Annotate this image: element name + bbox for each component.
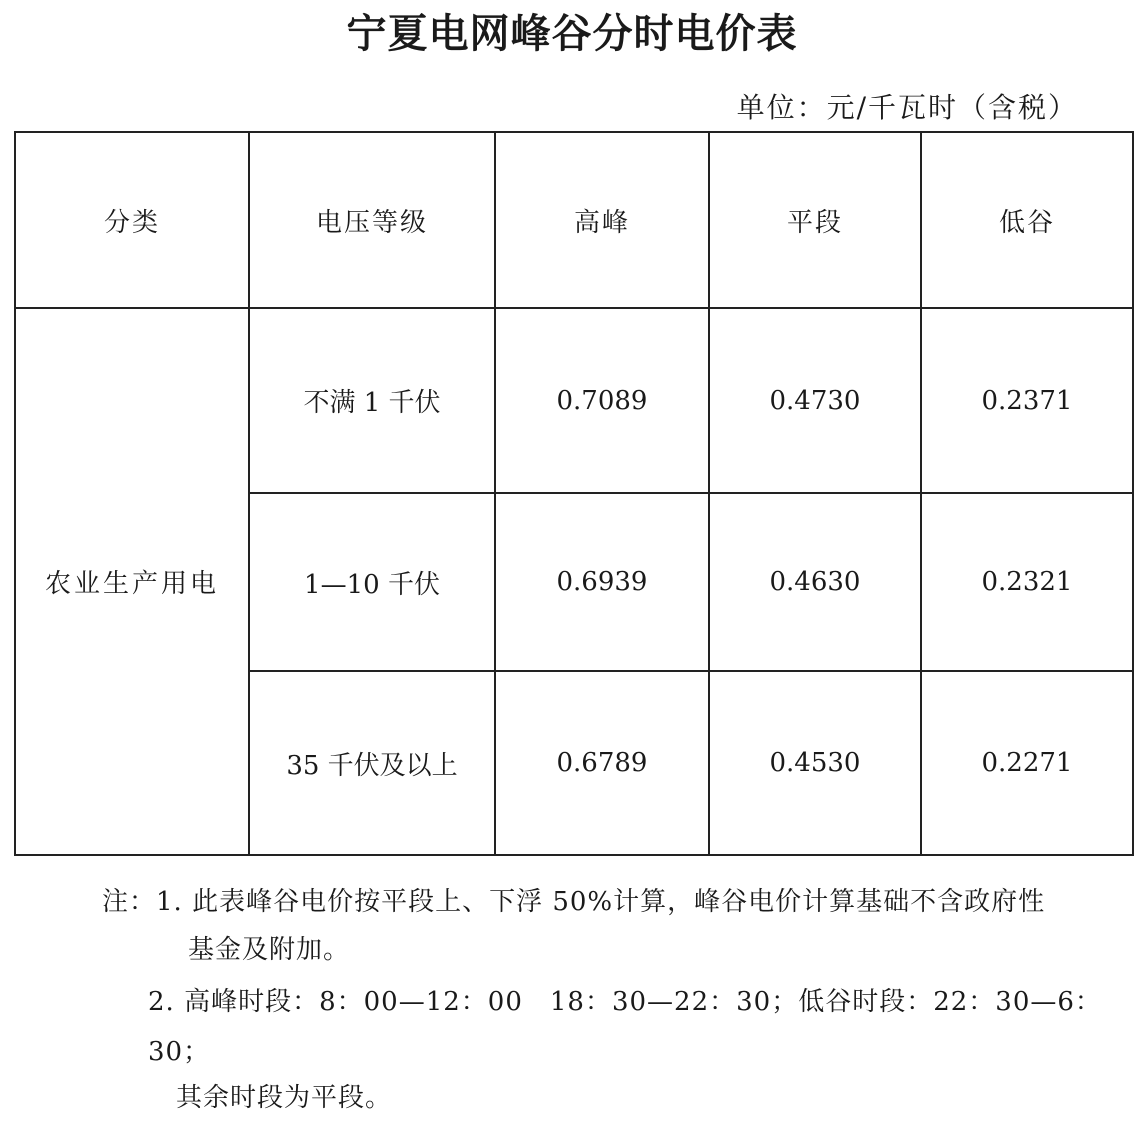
- note-2-line-3: 其余时段为平段。: [176, 1083, 393, 1113]
- header-flat: 平段: [709, 132, 921, 308]
- header-voltage: 电压等级: [249, 132, 495, 308]
- flat-price-cell: 0.4630: [709, 493, 921, 671]
- peak-price-cell: 0.7089: [495, 308, 709, 493]
- note-1-line-1: 注：1. 此表峰谷电价按平段上、下浮 50%计算，峰谷电价计算基础不含政府性: [102, 887, 1046, 917]
- valley-price-cell: 0.2321: [921, 493, 1133, 671]
- table-row: [15, 308, 1133, 493]
- peak-price-cell: 0.6789: [495, 671, 709, 855]
- header-category: 分类: [15, 132, 249, 308]
- valley-price-cell: 0.2271: [921, 671, 1133, 855]
- page-title: 宁夏电网峰谷分时电价表: [346, 11, 798, 57]
- valley-price-cell: 0.2371: [921, 308, 1133, 493]
- flat-price-cell: 0.4730: [709, 308, 921, 493]
- unit-label: 单位：元/千瓦时（含税）: [736, 91, 1078, 124]
- peak-price-cell: 0.6939: [495, 493, 709, 671]
- voltage-cell: 不满 1 千伏: [249, 308, 495, 493]
- voltage-cell: 35 千伏及以上: [249, 671, 495, 855]
- price-table: [14, 131, 1134, 856]
- note-2-line-1: 2. 高峰时段：8：00—12：00 18：30—22：30；低谷时段：22：30—6：: [148, 987, 1102, 1017]
- category-cell: 农业生产用电: [15, 308, 249, 855]
- note-2-line-2: 30；: [148, 1037, 211, 1067]
- header-peak: 高峰: [495, 132, 709, 308]
- header-valley: 低谷: [921, 132, 1133, 308]
- table-header-row: [15, 132, 1133, 308]
- flat-price-cell: 0.4530: [709, 671, 921, 855]
- voltage-cell: 1—10 千伏: [249, 493, 495, 671]
- note-1-line-2: 基金及附加。: [188, 935, 351, 965]
